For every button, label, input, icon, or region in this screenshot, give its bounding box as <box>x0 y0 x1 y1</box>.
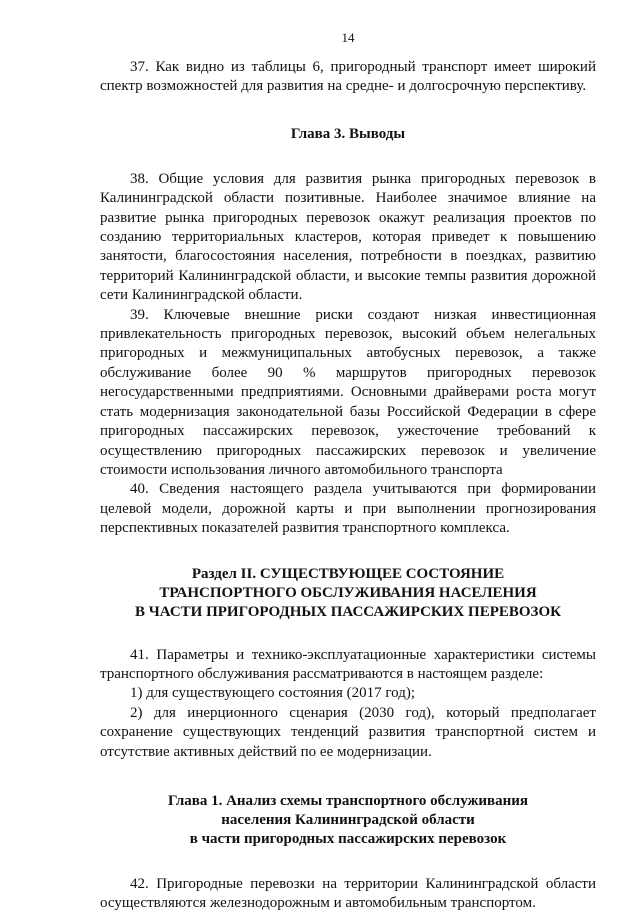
chapter-3-title: Глава 3. Выводы <box>290 125 406 142</box>
section-2-title-line-1: Раздел II. СУЩЕСТВУЮЩЕЕ СОСТОЯНИЕ <box>191 565 505 582</box>
section-2-title-line-2: ТРАНСПОРТНОГО ОБСЛУЖИВАНИЯ НАСЕЛЕНИЯ <box>159 584 537 601</box>
paragraph-37: 37. Как видно из таблицы 6, пригородный транспорт имеет широкий спектр возможностей для развития на средне- и долгосрочную перспективу. <box>100 59 596 95</box>
list-item-1: 1) для существующего состояния (2017 год); <box>130 685 416 702</box>
list-item-2: 2) для инерционного сценария (2030 год), который предполагает сохранение существующих тенденций развития транспортной систем и отсутствие активных действий по ее модернизации. <box>100 704 596 760</box>
paragraph-40: 40. Сведения настоящего раздела учитываются при формировании целевой модели, дорожной карты и при выполнении прогнозирования перспективных показателей развития транспортного комплекса. <box>100 481 596 537</box>
paragraph-38: 38. Общие условия для развития рынка пригородных перевозок в Калининградской области позитивные. Наиболее значимое влияние на развитие рынка пригородных перевозок окажут реализация проектов по созданию территориальных кластеров, которая приведет к повышению занятости, благосостояния населения, потребности в поездках, развитию территорий Калининградской области, и высокие темпы развития дорожной сети Калининградской области. <box>100 170 596 304</box>
paragraph-41: 41. Параметры и технико-эксплуатационные характеристики системы транспортного обслуживания рассматриваются в настоящем разделе: <box>100 646 596 682</box>
page-number: 14 <box>341 30 355 45</box>
chapter-1-title-line-1: Глава 1. Анализ схемы транспортного обслуживания <box>167 792 529 809</box>
section-2-title-line-3: В ЧАСТИ ПРИГОРОДНЫХ ПАССАЖИРСКИХ ПЕРЕВОЗОК <box>134 603 561 620</box>
chapter-1-title-line-2: населения Калининградской области <box>221 811 475 828</box>
chapter-1-heading <box>100 792 596 849</box>
chapter-1-title-line-3: в части пригородных пассажирских перевозок <box>189 830 507 847</box>
section-2-heading <box>100 565 596 622</box>
paragraph-42: 42. Пригородные перевозки на территории Калининградской области осуществляются железнодорожным и автомобильным транспортом. <box>100 875 596 912</box>
chapter-3-heading <box>100 125 596 144</box>
paragraph-39: 39. Ключевые внешние риски создают низкая инвестиционная привлекательность пригородных перевозок, высокий объем нелегальных пригородных и межмуниципальных автобусных перевозок, а также обслуживание более 90 % маршрутов пригородных перевозок негосударственными предприятиями. Основными драйверами роста могут стать модернизация законодательной базы Российской Федерации в сфере пригородных пассажирских перевозок, ужесточение требований к осуществлению пригородных пассажирских перевозок и увеличение стоимости использования личного автомобильного транспорта <box>100 306 596 478</box>
